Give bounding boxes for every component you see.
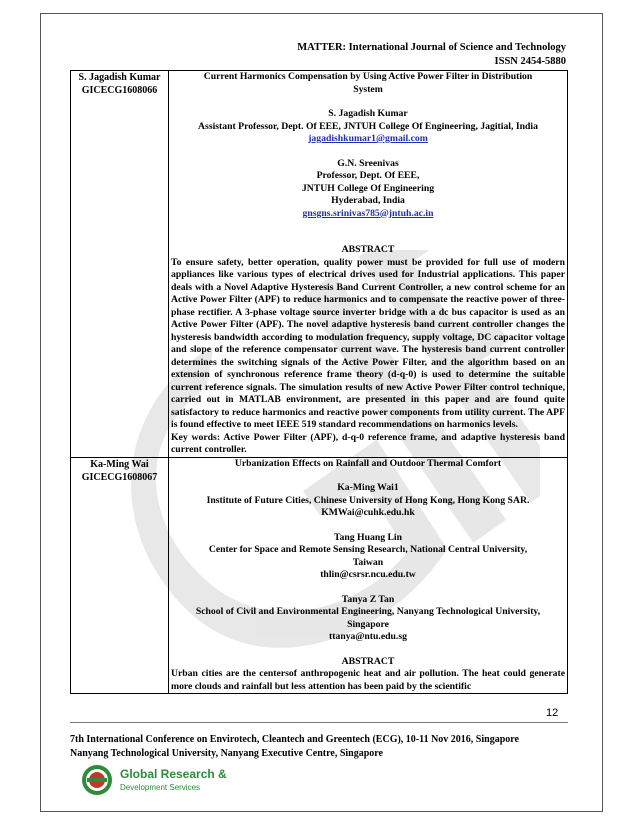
paper-title [171,71,565,96]
abstract-heading: ABSTRACT [341,244,395,255]
author-name: S. Jagadish Kumar [328,108,408,119]
paper-title-line: Current Harmonics Compensation by Using Active Power Filter in Distribution [203,71,533,82]
paper-code: GICECG1608067 [81,471,158,483]
conference-footer [70,733,568,760]
author-block [171,108,565,146]
author-id-cell [71,71,169,458]
author-name: G.N. Sreenivas [337,157,399,169]
keywords: Key words: Active Power Filter (APF), d-q-0 reference frame, and adaptive hysteresis band current controller. [171,431,565,455]
logo-line2: Development Services [120,783,201,792]
footer-line: 7th International Conference on Envirotech, Cleantech and Greentech (ECG), 10-11 Nov 2016, Singapore [70,734,519,745]
author-name: Tanya Z Tan [341,593,395,605]
author-affiliation: Center for Space and Remote Sensing Research, National Central University, [208,544,528,555]
logo-line1: Global Research & [120,767,227,781]
author-affiliation: Professor, Dept. Of EEE, [316,170,420,181]
author-affiliation: Assistant Professor, Dept. Of EEE, JNTUH College Of Engineering, Jagitial, India [198,120,538,132]
footer-divider [70,722,568,723]
author-email-link[interactable]: jagadishkumar1@gmail.com [308,133,428,144]
author-name: S. Jagadish Kumar [78,72,161,83]
author-affiliation: Hyderabad, India [331,195,405,206]
author-block [171,532,565,582]
author-email-link[interactable]: gnsgns.srinivas785@jntuh.ac.in [302,207,434,219]
abstract-text: To ensure safety, better operation, quality power must be provided for full use of modern appliances like various types of electrical drives used for Industrial applications. This paper deals with a Novel Adaptive Hysteresis Band Current Controller, a new control scheme for an Active Power Filter (APF) to reduce harmonics and to compensate the reactive power of three-phase rectifier. A 3-phase voltage source inverter bridge with a dc bus capacitor is used as an Active Power Filter (APF). The novel adaptive hysteresis band current controller changes the hysteresis bandwidth according to modulation frequency, supply voltage, DC capacitor voltage and slope of the reference compensator current wave. The hysteresis band current controller determines the switching signals of the Active Power Filter, and the algorithm based on an extension of synchronous reference frame theory (d-q-0) is used to determine the suitable current reference signals. The simulation results of new Active Power Filter control technique, carried out in MATLAB environment, are presented in this paper and are found quite satisfactory to reduce harmonics and reactive power components from utility current. The APF is found effective to meet IEEE 519 standard recommendations on harmonics levels. [171,256,565,430]
table-row [71,71,568,458]
author-affiliation: School of Civil and Environmental Engineering, Nanyang Technological University, [195,606,541,617]
paper-code: GICECG1608066 [81,85,158,96]
author-block [171,594,565,644]
author-block [171,482,565,520]
author-affiliation: JNTUH College Of Engineering [301,182,435,194]
paper-cell [169,71,568,458]
abstract-text: Urban cities are the centersof anthropogenic heat and air pollution. The heat could generate more clouds and rainfall but less attention has been paid by the scientific [171,668,565,692]
author-affiliation: Taiwan [352,556,384,568]
abstracts-table [70,70,568,694]
author-affiliation: Singapore [347,618,389,630]
footer-line: Nanyang Technological University, Nanyang Executive Centre, Singapore [70,747,383,759]
grds-logo [80,763,330,797]
abstract-heading: ABSTRACT [341,655,395,667]
journal-title: MATTER: International Journal of Science and Technology [297,42,566,53]
author-name: Ka-Ming Wai1 [337,482,399,493]
page-number: 12 [546,707,559,719]
author-email: thlin@csrsr.ncu.edu.tw [320,569,416,580]
author-affiliation: Institute of Future Cities, Chinese University of Hong Kong, Hong Kong SAR. [206,494,530,506]
paper-cell [169,457,568,694]
issn: ISSN 2454-5880 [494,56,566,67]
table-row [71,457,568,694]
author-email: ttanya@ntu.edu.sg [329,631,407,642]
paper-title-line: System [353,83,383,95]
author-id-cell [71,457,169,694]
author-block [171,158,565,221]
author-name: Tang Huang Lin [333,531,403,543]
author-name: Ka-Ming Wai [90,458,149,470]
paper-title: Urbanization Effects on Rainfall and Outdoor Thermal Comfort [234,457,502,469]
author-email: KMWai@cuhk.edu.hk [321,507,415,518]
